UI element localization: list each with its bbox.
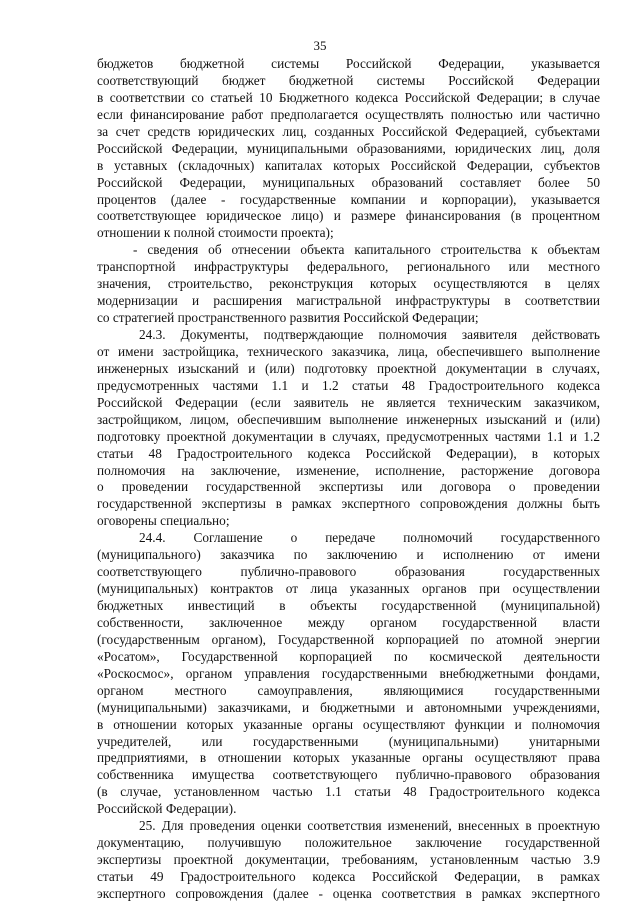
text-line: - сведения об отнесении объекта капитального строительства к объектам bbox=[133, 242, 600, 258]
text-line: значения, строительство, реконструкция которых осуществляются в целях bbox=[97, 276, 600, 292]
text-line: государственной экспертизы в рамках экспертного сопровождения должны быть bbox=[97, 496, 600, 512]
text-line: собственности, заключенное между органом государственной власти bbox=[97, 614, 600, 630]
text-line: модернизации и расширения магистральной инфраструктуры в соответствии bbox=[97, 293, 600, 309]
text-line: Российской Федерации (если заявитель не является техническим заказчиком, bbox=[97, 394, 600, 410]
document-body bbox=[97, 56, 600, 903]
text-line: о проведении государственной экспертизы или договора о проведении bbox=[97, 479, 600, 495]
text-line: транспортной инфраструктуры федерального, регионального или местного bbox=[97, 259, 600, 275]
text-line: бюджетов бюджетной системы Российской Федерации, указывается bbox=[97, 56, 600, 71]
text-line: соответствующий бюджет бюджетной системы Российской Федерации bbox=[97, 72, 600, 88]
text-line: если финансирование работ предполагается осуществлять полностью или частично bbox=[97, 106, 600, 122]
text-line: (в случае, установленном частью 1.1 статьи 48 Градостроительного кодекса bbox=[97, 784, 600, 800]
text-line: (муниципальными) заказчиками, и бюджетными и автономными учреждениями, bbox=[97, 699, 600, 715]
text-line: в уставных (складочных) капиталах которых Российской Федерации, субъектов bbox=[97, 157, 600, 173]
text-line: собственника имущества соответствующего публично-правового образования bbox=[97, 767, 600, 783]
text-line: органом местного самоуправления, являющимися государственными bbox=[97, 682, 600, 698]
text-line: в отношении которых указанные органы осуществляют функции и полномочия bbox=[97, 716, 600, 732]
text-line: застройщиком, лицом, обеспечившим выполнение инженерных изысканий и (или) bbox=[97, 411, 600, 427]
text-line: соответствующего публично-правового образования государственных bbox=[97, 564, 600, 580]
text-line: Российской Федерации, муниципальных образований составляет более 50 bbox=[97, 174, 600, 190]
text-line: статьи 48 Градостроительного кодекса Российской Федерации), в которых bbox=[97, 445, 600, 461]
text-line: отношении к полной стоимости проекта); bbox=[97, 225, 334, 241]
text-line: Российской Федерации). bbox=[97, 801, 237, 817]
text-line: инженерных изысканий и (или) подготовку проектной документации в случаях, bbox=[97, 360, 600, 376]
text-line: со стратегией пространственного развития Российской Федерации; bbox=[97, 310, 479, 326]
text-line: процентов (далее - государственные компании и корпорации), указывается bbox=[97, 191, 600, 207]
text-line: «Росатом», Государственной корпорацией по космической деятельности bbox=[97, 648, 600, 664]
text-line: (государственным органом), Государственной корпорацией по атомной энергии bbox=[97, 631, 600, 647]
text-line: бюджетных инвестиций в объекты государственной (муниципальной) bbox=[97, 598, 600, 613]
text-line: за счет средств юридических лиц, созданных Российской Федерацией, субъектами bbox=[97, 123, 600, 139]
text-line: 25. Для проведения оценки соответствия изменений, внесенных в проектную bbox=[139, 818, 600, 834]
page-number: 35 bbox=[313, 38, 327, 53]
text-line: статьи 49 Градостроительного кодекса Российской Федерации, в рамках bbox=[97, 869, 600, 884]
text-line: от имени застройщика, технического заказчика, лица, обеспечившего выполнение bbox=[97, 343, 600, 359]
text-line: документацию, получившую положительное заключение государственной bbox=[97, 835, 600, 851]
text-line: соответствующее юридическое лицо) и размере финансирования (в процентном bbox=[97, 208, 600, 224]
text-line: предусмотренных частями 1.1 и 1.2 статьи 48 Градостроительного кодекса bbox=[97, 377, 600, 393]
text-line: полномочия на заключение, изменение, исполнение, расторжение договора bbox=[97, 462, 600, 478]
text-line: предприятиями, в отношении которых указанные органы осуществляют права bbox=[97, 750, 600, 766]
text-line: 24.4. Соглашение о передаче полномочий государственного bbox=[139, 530, 600, 546]
text-line: Российской Федерации, муниципальными образованиями, юридических лиц, доля bbox=[97, 140, 600, 156]
text-line: учредителей, или государственными (муниципальными) унитарными bbox=[97, 733, 600, 749]
text-line: в соответствии со статьей 10 Бюджетного кодекса Российской Федерации; в случае bbox=[97, 89, 600, 105]
text-line: экспертного сопровождения (далее - оценка соответствия в рамках экспертного bbox=[97, 885, 600, 901]
text-line: (муниципальных) контрактов от лица указанных органов при осуществлении bbox=[97, 581, 600, 597]
text-line: «Роскосмос», органом управления государственными внебюджетными фондами, bbox=[97, 665, 600, 681]
text-line: оговорены специально; bbox=[97, 513, 230, 529]
text-line: 24.3. Документы, подтверждающие полномочия заявителя действовать bbox=[139, 327, 600, 342]
text-line: экспертизы проектной документации, требованиям, установленным частью 3.9 bbox=[97, 852, 600, 868]
text-line: подготовку проектной документации в случаях, предусмотренных частями 1.1 и 1.2 bbox=[97, 428, 600, 444]
text-line: (муниципального) заказчика по заключению и исполнению от имени bbox=[97, 547, 600, 563]
